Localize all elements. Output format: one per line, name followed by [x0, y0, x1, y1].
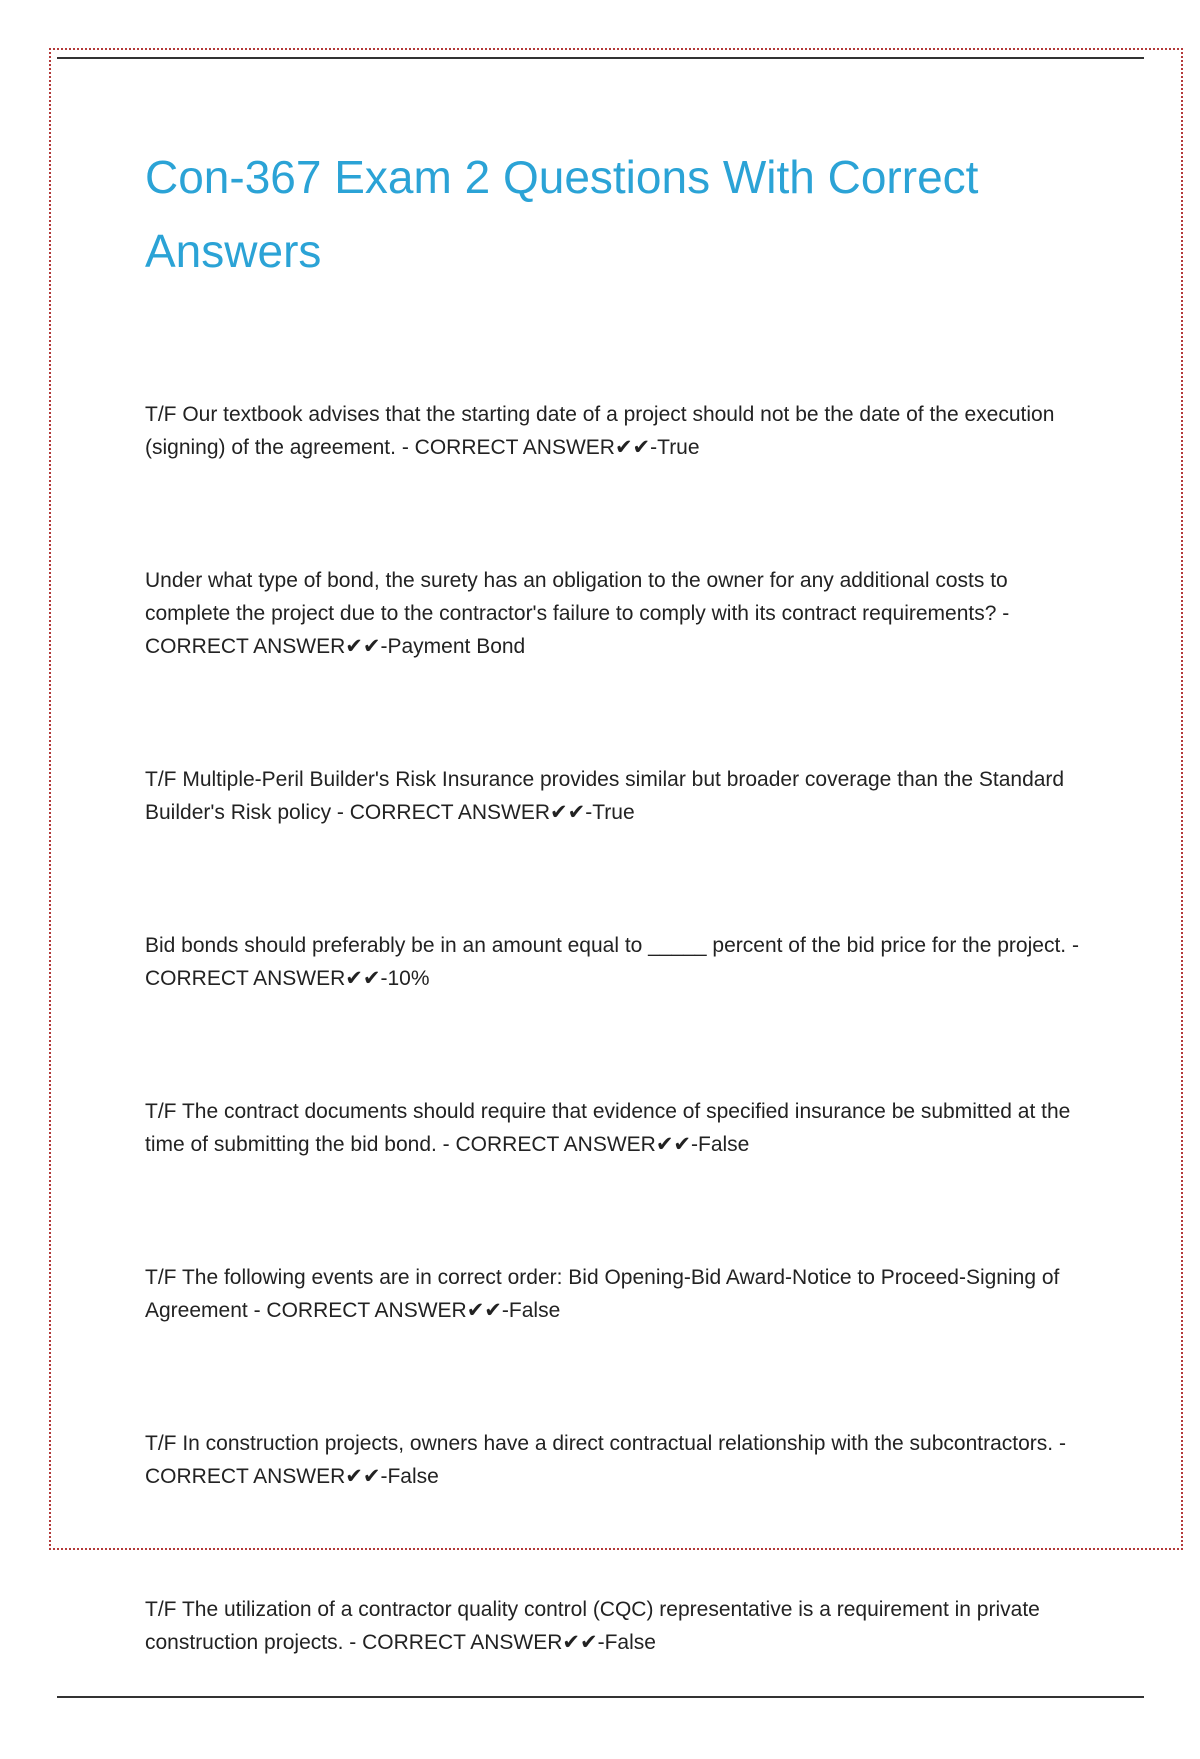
qa-item-4: Bid bonds should preferably be in an amount equal to _____ percent of the bid price for the project. - CORRECT ANSWER✔✔-10%: [145, 934, 1085, 990]
qa-item-2: Under what type of bond, the surety has an obligation to the owner for any additional costs to complete the project due to the contractor's failure to comply with its contract requirements? - CORRECT ANSWER✔✔-Payment Bond: [145, 569, 1016, 658]
answer-text: Payment Bond: [387, 635, 526, 658]
answer-text: False: [698, 1133, 750, 1156]
answer-marker: CORRECT ANSWER✔✔-: [362, 1631, 605, 1654]
answer-marker: CORRECT ANSWER✔✔-: [349, 801, 593, 824]
qa-item-5: T/F The contract documents should require that evidence of specified insurance be submitted at the time of submitting the bid bond. - CORRECT ANSWER✔✔-False: [145, 1100, 1071, 1156]
qa-item-8: T/F The utilization of a contractor quality control (CQC) representative is a requirement in private construction projects. - CORRECT ANSWER✔✔-False: [145, 1598, 1040, 1654]
qa-item-6: T/F The following events are in correct order: Bid Opening-Bid Award-Notice to Proceed-Signing of Agreement - CORRECT ANSWER✔✔-False: [145, 1266, 1060, 1322]
question-text: Bid bonds should preferably be in an amount equal to _____ percent of the bid price for the project.: [145, 934, 1067, 957]
qa-item-7: T/F In construction projects, owners have a direct contractual relationship with the subcontractors. - CORRECT ANSWER✔✔-False: [145, 1432, 1072, 1488]
top-rule: [57, 57, 1144, 59]
document-title: Con-367 Exam 2 Questions With Correct Answers: [145, 151, 979, 277]
answer-marker: CORRECT ANSWER✔✔-: [414, 436, 658, 459]
answer-text: False: [508, 1299, 561, 1322]
answer-marker: CORRECT ANSWER✔✔-: [145, 967, 388, 990]
question-text: T/F The contract documents should require that evidence of specified insurance be submitted at the time of submitting the bid bond.: [145, 1100, 1071, 1156]
answer-marker: CORRECT ANSWER✔✔-: [266, 1299, 509, 1322]
answer-marker: CORRECT ANSWER✔✔-: [145, 1465, 388, 1488]
answer-text: True: [592, 801, 635, 824]
question-text: T/F The following events are in correct order: Bid Opening-Bid Award-Notice to Proceed-Signing of Agreement: [145, 1266, 1060, 1322]
answer-text: True: [657, 436, 700, 459]
question-text: T/F The utilization of a contractor quality control (CQC) representative is a requirement in private construction projects.: [145, 1598, 1040, 1654]
qa-item-1: T/F Our textbook advises that the starting date of a project should not be the date of the execution (signing) of the agreement. - CORRECT ANSWER✔✔-True: [145, 403, 1055, 459]
answer-text: False: [604, 1631, 656, 1654]
answer-marker: CORRECT ANSWER✔✔-: [145, 635, 388, 658]
question-text: T/F In construction projects, owners have a direct contractual relationship with the subcontractors.: [145, 1432, 1054, 1455]
bottom-rule: [57, 1696, 1144, 1698]
answer-marker: CORRECT ANSWER✔✔-: [455, 1133, 698, 1156]
qa-list: [145, 398, 1085, 1759]
answer-text: 10%: [387, 967, 430, 990]
question-text: Under what type of bond, the surety has an obligation to the owner for any additional costs to complete the project due to the contractor's failure to comply with its contract requirements?: [145, 569, 1008, 625]
question-text: T/F Our textbook advises that the starting date of a project should not be the date of the execution (signing) of the agreement.: [145, 403, 1055, 459]
question-text: T/F Multiple-Peril Builder's Risk Insurance provides similar but broader coverage than the Standard Builder's Risk policy: [145, 768, 1065, 824]
qa-item-3: T/F Multiple-Peril Builder's Risk Insurance provides similar but broader coverage than the Standard Builder's Risk policy - CORRECT ANSWER✔✔-True: [145, 768, 1065, 824]
answer-text: False: [387, 1465, 439, 1488]
